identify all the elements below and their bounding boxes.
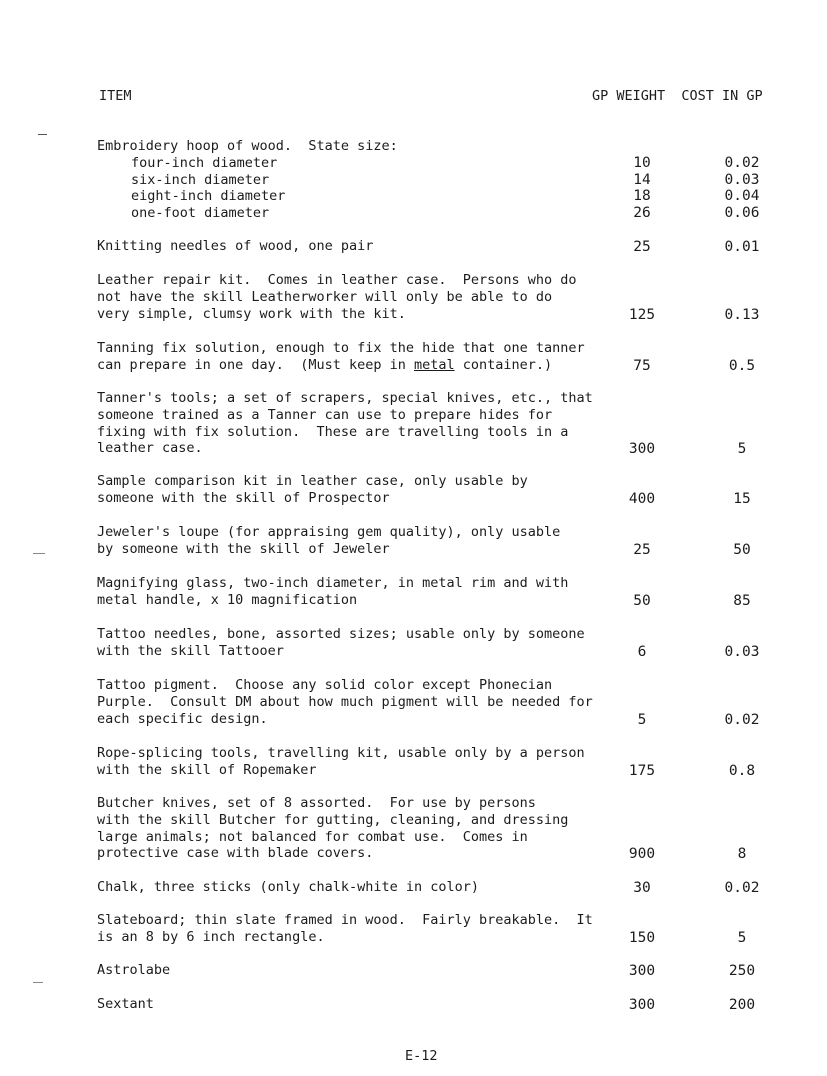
cost-value: 0.02 xyxy=(724,880,760,896)
item-description xyxy=(97,795,617,862)
gp-weight-value: 125 xyxy=(628,306,656,323)
description-line: very simple, clumsy work with the kit. xyxy=(97,305,406,322)
description-line: with the skill of Ropemaker xyxy=(97,761,317,778)
description-line: with the skill Tattooer xyxy=(97,642,284,659)
description-line: can prepare in one day. (Must keep in metal container.) xyxy=(97,356,553,373)
margin-mark xyxy=(38,134,47,135)
gp-weight-value: 400 xyxy=(628,490,656,507)
cost-value: 250 xyxy=(728,963,756,979)
description-line: Magnifying glass, two-inch diameter, in metal rim and with xyxy=(97,575,569,591)
description-line: Embroidery hoop of wood. State size: xyxy=(97,138,398,154)
gp-weight-value: 25 xyxy=(633,541,651,558)
description-line: Tattoo pigment. Choose any solid color except Phonecian xyxy=(97,677,553,693)
cost-value: 0.01 xyxy=(724,239,760,255)
description-line: Sextant xyxy=(97,996,154,1012)
size-option-label: one-foot diameter xyxy=(131,205,270,222)
gp-weight-value: 150 xyxy=(628,929,656,946)
description-line: Tanning fix solution, enough to fix the hide that one tanner xyxy=(97,340,585,356)
cost-value: 5 xyxy=(737,929,747,946)
item-description xyxy=(97,524,617,558)
cost-value: 0.5 xyxy=(728,357,756,374)
item-description xyxy=(97,677,617,727)
gp-weight-value: 900 xyxy=(628,846,656,863)
gp-weight-value: 14 xyxy=(633,171,651,188)
page-number: E-12 xyxy=(405,1048,438,1064)
item-description xyxy=(97,745,617,779)
item-description xyxy=(97,272,617,322)
margin-mark xyxy=(33,982,43,983)
cost-value: 0.03 xyxy=(724,171,760,188)
item-description xyxy=(97,390,617,457)
gp-weight-value: 5 xyxy=(637,711,647,728)
description-line: not have the skill Leatherworker will only be able to do xyxy=(97,288,553,305)
gp-weight-value: 300 xyxy=(628,997,656,1013)
size-option-label: eight-inch diameter xyxy=(131,188,286,205)
description-line: large animals; not balanced for combat use. Comes in xyxy=(97,828,528,845)
description-line: Tanner's tools; a set of scrapers, special knives, etc., that xyxy=(97,390,593,406)
description-line: Sample comparison kit in leather case, only usable by xyxy=(97,473,528,489)
cost-value: 0.02 xyxy=(724,154,760,171)
gp-weight-value: 50 xyxy=(633,592,651,609)
item-description xyxy=(97,340,617,374)
description-line: is an 8 by 6 inch rectangle. xyxy=(97,928,325,945)
gp-weight-value: 26 xyxy=(633,205,651,222)
cost-value: 0.03 xyxy=(724,643,760,660)
gp-weight-value: 10 xyxy=(633,154,651,171)
cost-value: 0.13 xyxy=(724,306,760,323)
gp-weight-value: 25 xyxy=(633,239,651,255)
description-line: Knitting needles of wood, one pair xyxy=(97,238,374,254)
description-line: Leather repair kit. Comes in leather case. Persons who do xyxy=(97,272,577,288)
item-description xyxy=(97,238,617,255)
gp-weight-value: 175 xyxy=(628,762,656,779)
description-line: Tattoo needles, bone, assorted sizes; usable only by someone xyxy=(97,626,585,642)
description-line: someone trained as a Tanner can use to prepare hides for xyxy=(97,406,553,423)
underlined-word: metal xyxy=(413,356,455,373)
item-description xyxy=(97,996,617,1013)
gp-weight-value: 30 xyxy=(633,880,651,896)
item-description xyxy=(97,879,617,896)
item-description xyxy=(97,473,617,507)
cost-value: 5 xyxy=(737,441,747,458)
gp-weight-value: 18 xyxy=(633,188,651,205)
cost-value: 0.8 xyxy=(728,762,756,779)
item-description xyxy=(97,626,617,660)
item-description xyxy=(97,912,617,946)
cost-value: 85 xyxy=(733,592,751,609)
item-description xyxy=(97,962,617,979)
description-line: Jeweler's loupe (for appraising gem quality), only usable xyxy=(97,524,561,540)
description-line: Astrolabe xyxy=(97,962,171,978)
description-line: Rope-splicing tools, travelling kit, usable only by a person xyxy=(97,745,585,761)
gp-weight-value: 300 xyxy=(628,963,656,979)
gp-weight-value: 75 xyxy=(633,357,651,374)
size-option-label: four-inch diameter xyxy=(131,154,278,171)
description-line: by someone with the skill of Jeweler xyxy=(97,540,390,557)
margin-mark xyxy=(33,553,45,554)
gp-weight-value: 6 xyxy=(637,643,647,660)
description-line: someone with the skill of Prospector xyxy=(97,489,390,506)
gp-weight-value: 300 xyxy=(628,441,656,458)
item-description xyxy=(97,575,617,609)
cost-value: 0.06 xyxy=(724,205,760,222)
description-line: each specific design. xyxy=(97,710,268,727)
description-line: Purple. Consult DM about how much pigment will be needed for xyxy=(97,693,593,710)
cost-value: 15 xyxy=(733,490,751,507)
description-line: metal handle, x 10 magnification xyxy=(97,591,358,608)
cost-value: 0.02 xyxy=(724,711,760,728)
description-line: Butcher knives, set of 8 assorted. For use by persons xyxy=(97,795,536,811)
size-option-label: six-inch diameter xyxy=(131,171,270,188)
item-column-header: ITEM xyxy=(99,88,132,104)
cost-value: 8 xyxy=(737,846,747,863)
cost-value: 200 xyxy=(728,997,756,1013)
item-description xyxy=(97,138,617,222)
cost-value: 50 xyxy=(733,541,751,558)
description-line: fixing with fix solution. These are travelling tools in a xyxy=(97,423,569,440)
cost-value: 0.04 xyxy=(724,188,760,205)
description-line: protective case with blade covers. xyxy=(97,845,374,862)
description-line: leather case. xyxy=(97,440,203,457)
weight-cost-column-header: GP WEIGHT COST IN GP xyxy=(592,88,763,104)
description-line: Chalk, three sticks (only chalk-white in color) xyxy=(97,879,480,895)
description-line: Slateboard; thin slate framed in wood. Fairly breakable. It xyxy=(97,912,593,928)
description-line: with the skill Butcher for gutting, cleaning, and dressing xyxy=(97,811,569,828)
